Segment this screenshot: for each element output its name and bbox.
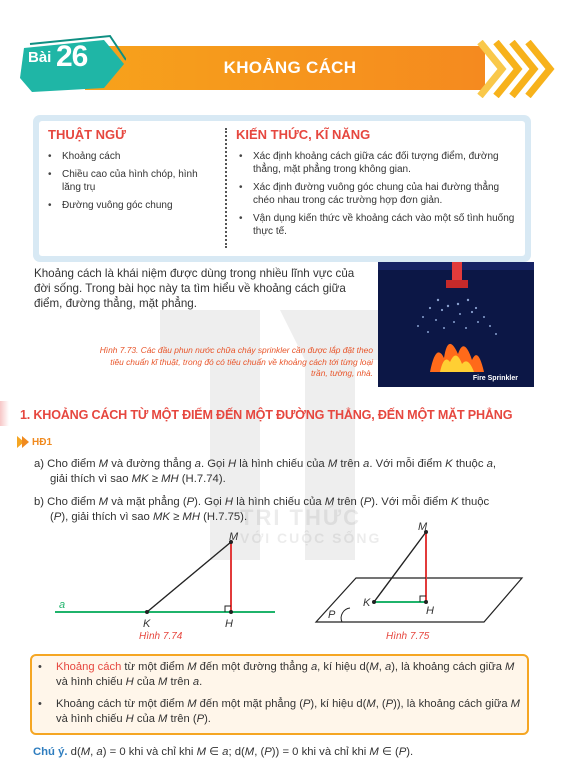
activity-item-b: b) Cho điểm M và mặt phẳng (P). Gọi H là hình chiếu của M trên (P). Với mỗi điểm K thuộc (P), giải thích vì sao MK ≥ MH (H.7.75). [34, 496, 490, 523]
skills-list [237, 150, 519, 243]
note-line: Chú ý. d(M, a) = 0 khi và chỉ khi M ∈ a; d(M, (P)) = 0 khi và chỉ khi M ∈ (P). [33, 746, 414, 758]
glossary-item: • Khoảng cách [46, 150, 216, 163]
glossary-heading: THUẬT NGỮ [48, 127, 126, 142]
skills-item: • Xác định đường vuông góc chung của hai đường thẳng chéo nhau trong các trường hợp đơn giản. [237, 181, 519, 207]
figure-caption-7-74: Hình 7.74 [139, 631, 183, 642]
section-marker [0, 401, 9, 426]
plane-P-label: P [328, 609, 336, 621]
point-H-label: H [426, 605, 434, 617]
figure-caption-7-73: Hình 7.73. Các đầu phun nước chữa cháy sprinkler cần được lắp đặt theo tiêu chuẩn kĩ thuật, trong đó có tiêu chuẩn về khoảng cách tới từng loại trần, tường, nhà. [99, 345, 373, 378]
skills-item: • Xác định khoảng cách giữa các đối tượng điểm, đường thẳng, mặt phẳng trong không gian. [237, 150, 519, 176]
activity-item-a: a) Cho điểm M và đường thẳng a. Gọi H là hình chiếu của M trên a. Với mỗi điểm K thuộc a, giải thích vì sao MK ≥ MH (H.7.74). [34, 458, 497, 485]
activity-label: HĐ1 [32, 437, 53, 448]
skills-heading: KIẾN THỨC, KĨ NĂNG [236, 127, 371, 142]
point-M-label: M [418, 522, 428, 533]
definition-bullet: • [38, 698, 42, 710]
glossary-item: • Chiều cao của hình chóp, hình lăng trụ [46, 168, 216, 194]
intro-paragraph: Khoảng cách là khái niệm được dùng trong nhiều lĩnh vực của đời sống. Trong bài học này ta tìm hiểu về khoảng cách giữa điểm, đường thẳng, mặt phẳng. [34, 267, 355, 310]
point-H-label: H [225, 618, 233, 630]
line-a-label: a [59, 599, 66, 611]
figure-7-74 [55, 530, 275, 635]
definition-bullet: • [38, 661, 42, 673]
skills-item: • Vận dụng kiến thức về khoảng cách vào một số tình huống thực tế. [237, 212, 519, 238]
glossary-item: • Đường vuông góc chung [46, 199, 216, 212]
photo-label: Fire Sprinkler [472, 375, 518, 382]
lesson-title: KHOẢNG CÁCH [223, 58, 357, 77]
point-K-label: K [143, 618, 151, 630]
note-label: Chú ý. [33, 746, 68, 758]
watermark-text: TRI THỨC [240, 505, 362, 530]
definition-point-to-line: Khoảng cách từ một điểm M đến một đường thẳng a, kí hiệu d(M, a), là khoảng cách giữa M và hình chiếu H của M trên a. [56, 661, 515, 688]
chevron-decoration-icon [466, 40, 562, 98]
lesson-number: 26 [56, 40, 88, 73]
column-divider [225, 128, 227, 248]
activity-arrow-icon [17, 436, 30, 448]
glossary-list [46, 150, 216, 217]
definition-point-to-plane: Khoảng cách từ một điểm M đến một mặt phẳng (P), kí hiệu d(M, (P)), là khoảng cách giữa M và hình chiếu H của M trên (P). [56, 698, 520, 725]
lesson-label: Bài [28, 49, 52, 66]
fire-sprinkler-photo [378, 262, 534, 387]
point-K-label: K [363, 597, 371, 609]
figure-7-75 [308, 522, 530, 630]
watermark-text: VỚI CUỘC SỐNG [240, 530, 382, 546]
point-M-label: M [229, 531, 239, 543]
figure-caption-7-75: Hình 7.75 [386, 631, 430, 642]
sprinkler-illustration-icon [378, 262, 534, 387]
section-title: 1. KHOẢNG CÁCH TỪ MỘT ĐIỂM ĐẾN MỘT ĐƯỜNG THẲNG, ĐẾN MỘT MẶT PHẲNG [20, 408, 513, 422]
